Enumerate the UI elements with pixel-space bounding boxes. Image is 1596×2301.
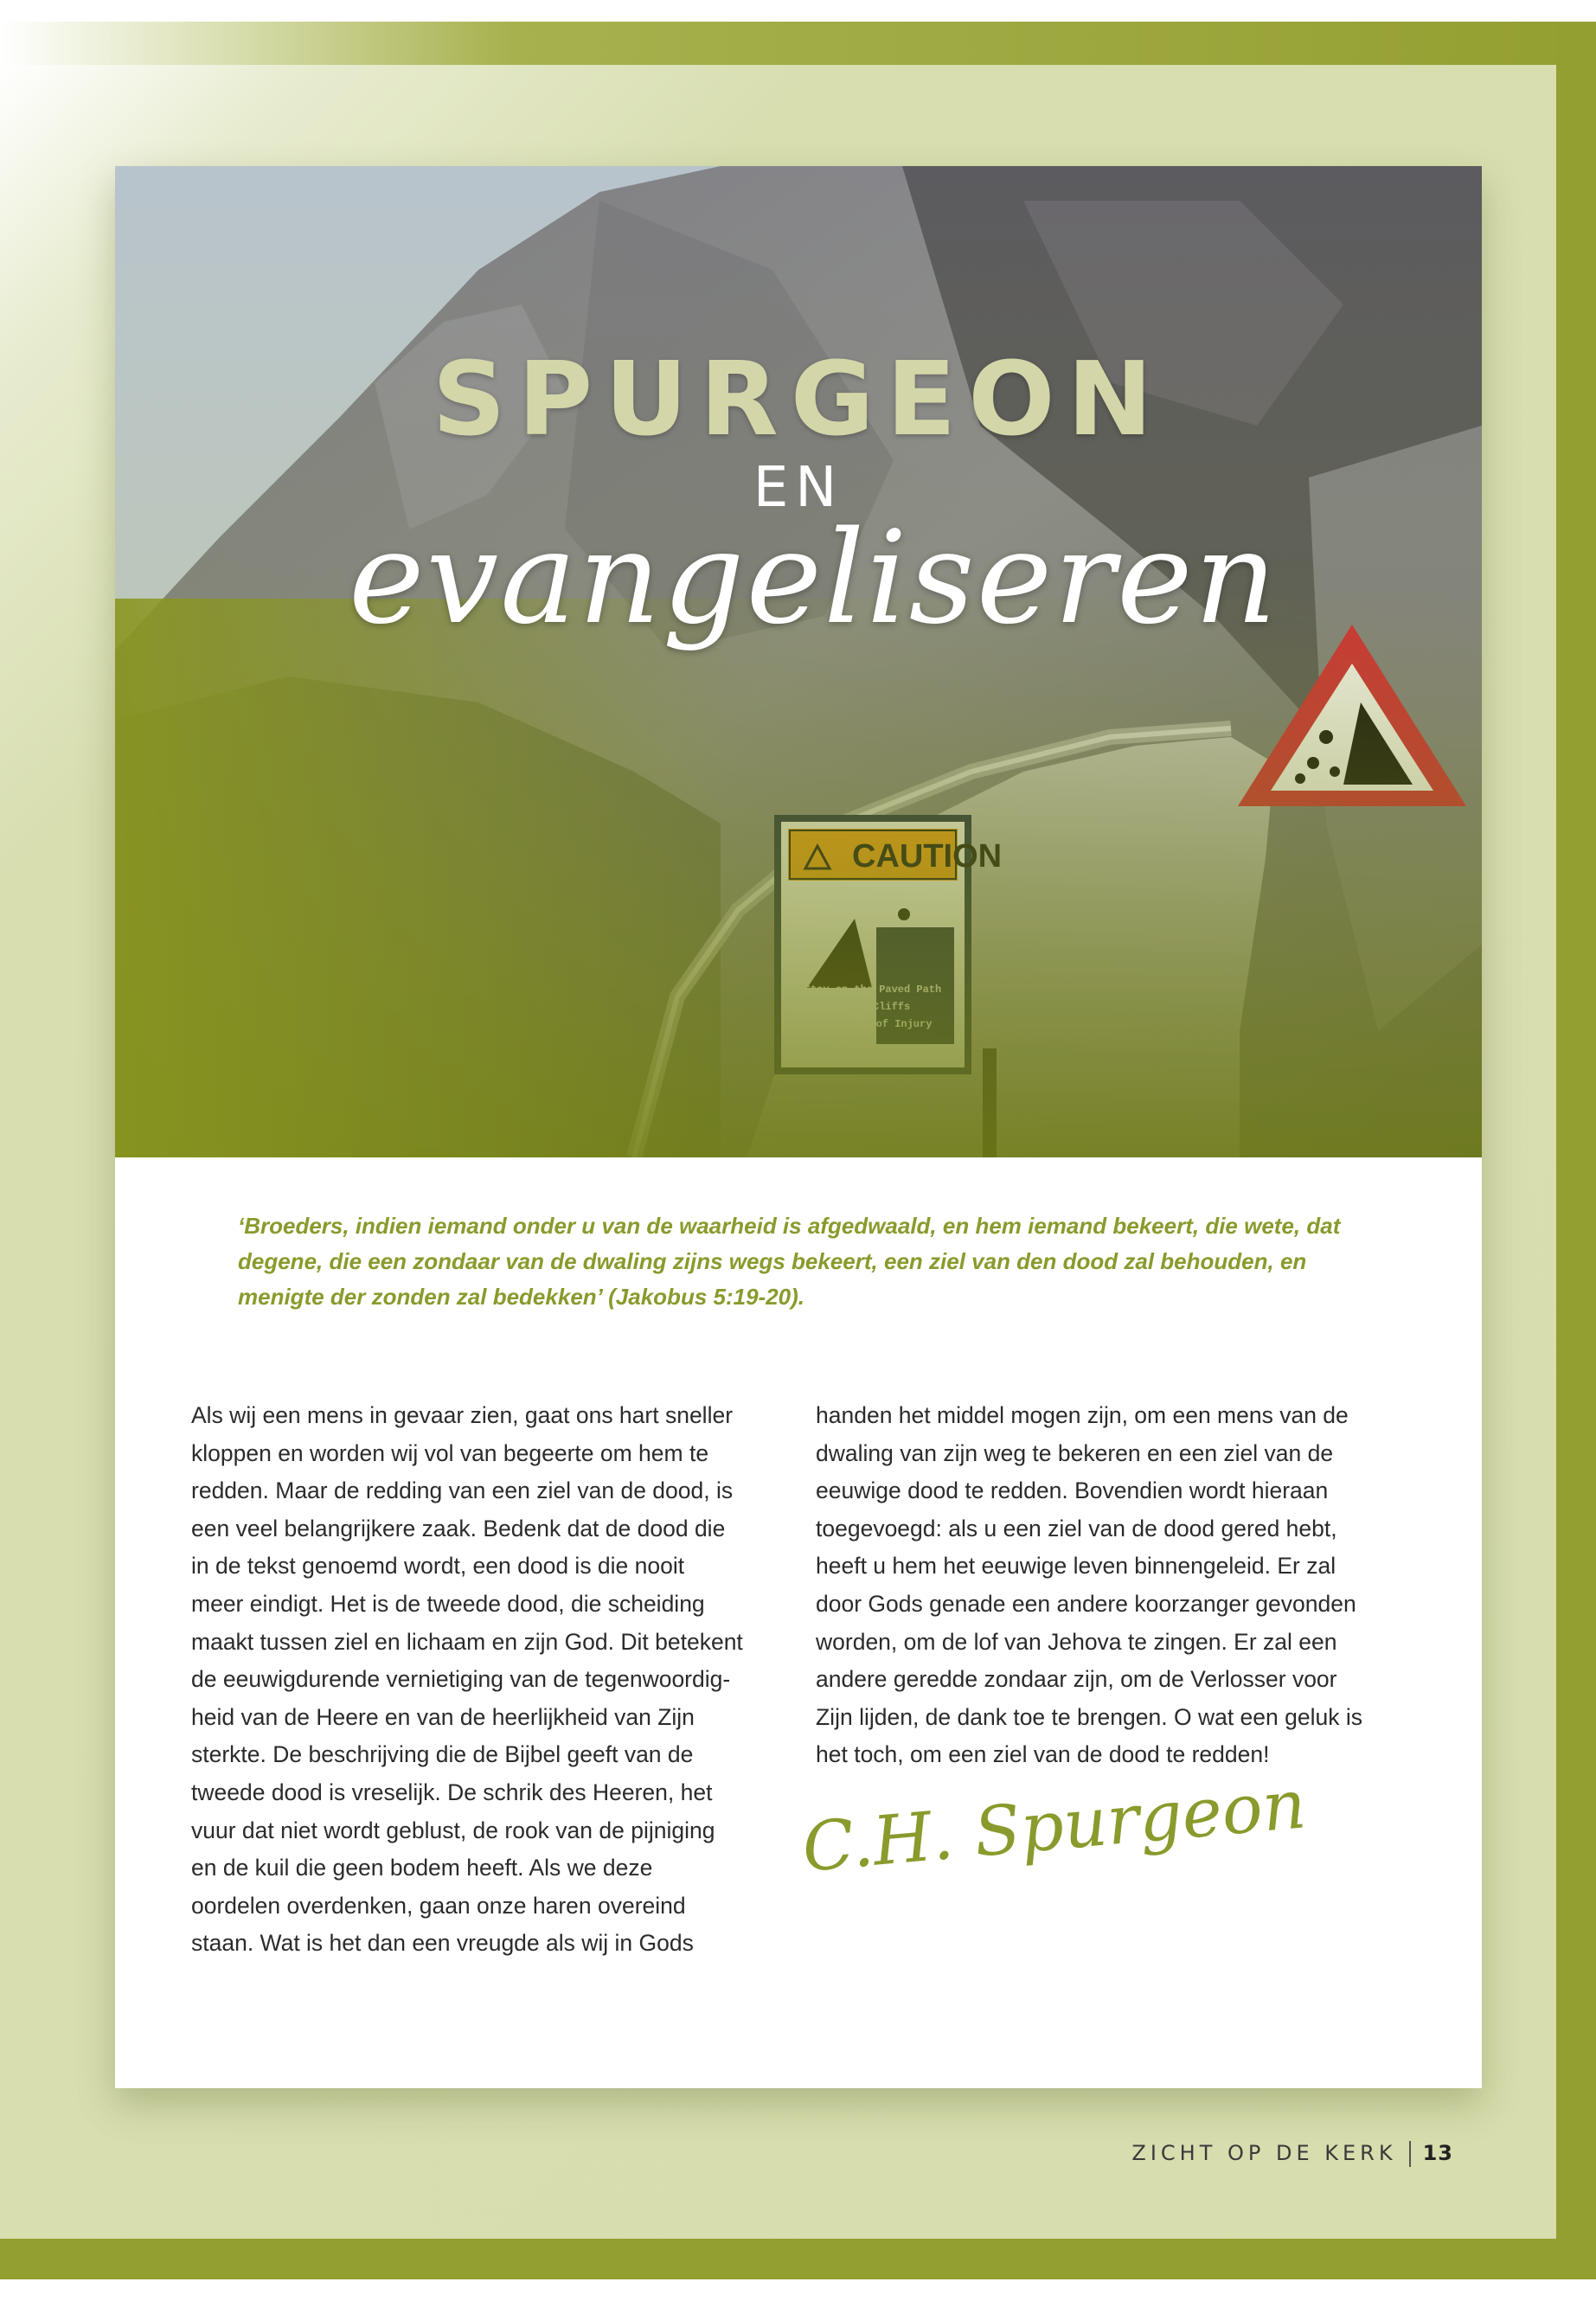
body-line: tweede dood is vreselijk. De schrik des Heeren, het [191,1779,713,1805]
author-signature: C.H. Spurgeon [799,1766,1310,1888]
body-line: door Gods genade een andere koorzanger gevonden [816,1590,1356,1617]
body-line: meer eindigt. Het is de tweede dood, die scheiding [191,1590,705,1617]
body-line: handen het middel mogen zijn, om een mens van de [816,1402,1349,1428]
body-line: worden, om de lof van Jehova te zingen. Er zal een [816,1628,1337,1655]
body-line: toegevoegd: als u een ziel van de dood gered hebt, [816,1515,1337,1541]
bottom-frame-bar [0,2239,1596,2279]
body-column-right [816,1397,1404,1774]
body-line: de eeuwigdurende vernietiging van de tegenwoordig- [191,1666,731,1693]
body-line: oordelen overdenken, gaan onze haren overeind [191,1892,686,1919]
title-script: evangeliseren [349,503,1279,652]
body-line: dwaling van zijn weg te bekeren en een ziel van de [816,1439,1334,1466]
magazine-name: ZICHT OP DE KERK [1131,2141,1397,2165]
title-main: SPURGEON [432,339,1165,458]
body-line: kloppen en worden wij vol van begeerte om hem te [191,1439,709,1466]
body-line: eeuwige dood te redden. Bovendien wordt hieraan [816,1477,1329,1504]
top-frame-bar [0,22,1596,65]
body-line: heeft u hem het eeuwige leven binnengeleid. Er zal [816,1553,1336,1580]
mountain-road-illustration [115,166,1482,1157]
body-line: in de tekst genoemd wordt, een dood is die nooit [191,1553,685,1580]
article-card [115,166,1482,2088]
body-line: andere geredde zondaar zijn, om de Verlosser voor [816,1666,1337,1693]
body-line: het toch, om een ziel van de dood te redden! [816,1741,1270,1768]
body-line: staan. Wat is het dan een vreugde als wij in Gods [191,1930,694,1957]
page-number: 13 [1422,2141,1453,2165]
body-line: heid van de Heere en van de heerlijkheid van Zijn [191,1703,695,1730]
footer-separator [1409,2141,1411,2167]
header-photo [115,166,1482,1157]
body-line: Als wij een mens in gevaar zien, gaat ons hart sneller [191,1402,734,1428]
body-line: een veel belangrijkere zaak. Bedenk dat de dood die [191,1515,726,1541]
body-line: vuur dat niet wordt geblust, de rook van de pijniging [191,1817,715,1843]
body-line: sterkte. De beschrijving die de Bijbel geeft van de [191,1741,694,1768]
body-line: maakt tussen ziel en lichaam en zijn God. Dit betekent [191,1628,743,1655]
page-footer [1116,2141,1453,2167]
body-column-left [191,1397,779,1963]
right-frame-bar [1556,22,1596,2279]
bible-quote: ‘Broeders, indien iemand onder u van de waarheid is afgedwaald, en hem iemand bekeert, die wete, dat degene, die een zondaar van de dwaling zijns wegs bekeert, een ziel van den dood zal behouden, en menigte der zonden zal bedekken’ (Jakobus 5:19-20). [238,1213,1341,1310]
title-connector: EN [753,456,844,520]
body-line: Zijn lijden, de dank toe te brengen. O wat een geluk is [816,1703,1362,1730]
body-line: en de kuil die geen bodem heeft. Als we deze [191,1855,653,1881]
body-line: redden. Maar de redding van een ziel van de dood, is [191,1477,734,1504]
